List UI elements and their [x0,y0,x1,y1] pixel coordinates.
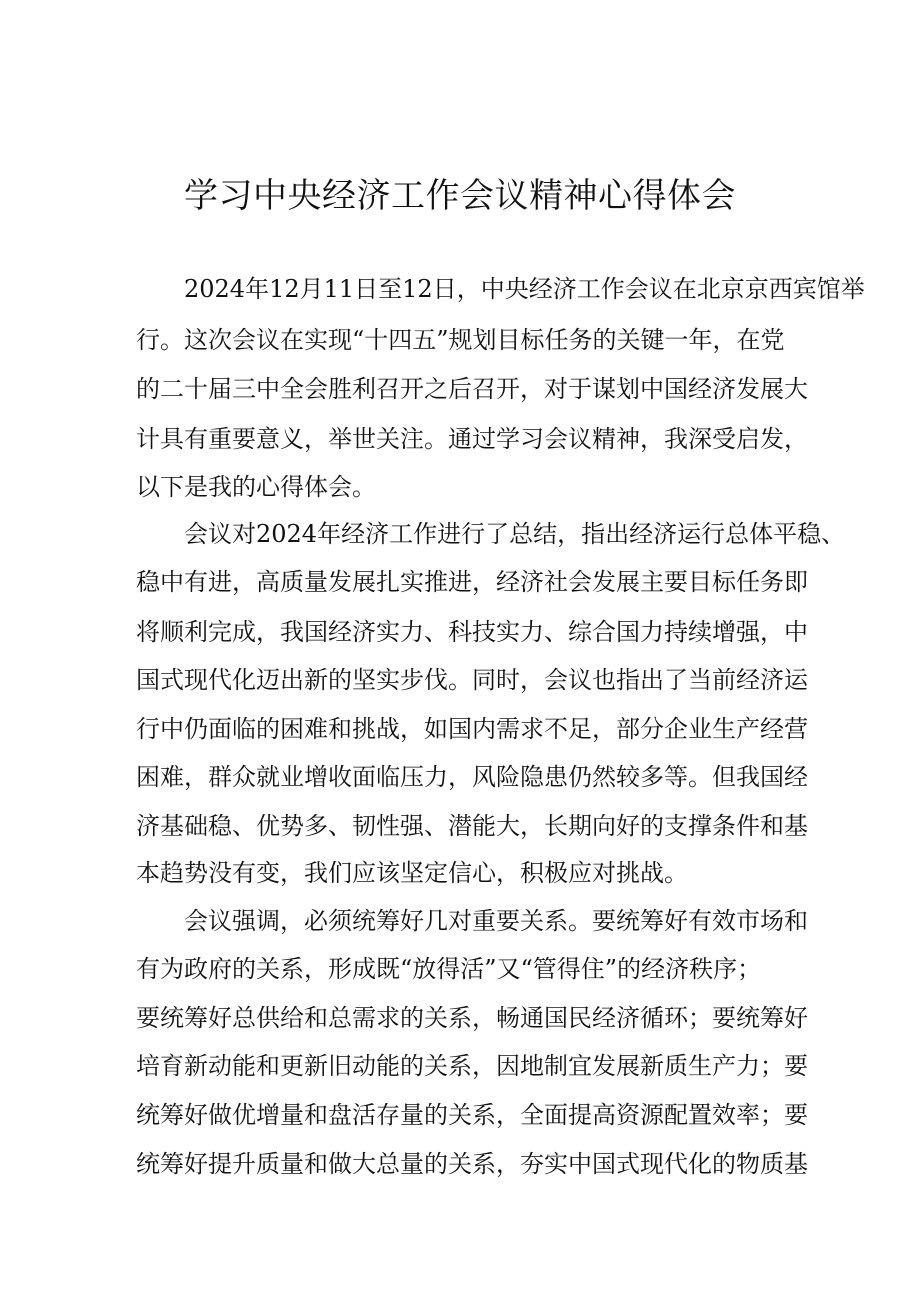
paragraph-1-line-3: 的二十届三中全会胜利召开之后召开，对于谋划中国经济发展大 [136,375,808,403]
paragraph-2-line-3: 将顺利完成，我国经济实力、科技实力、综合国力持续增强，中 [136,618,808,646]
paragraph-2-line-6: 困难，群众就业增收面临压力，风险隐患仍然较多等。但我国经 [136,763,808,791]
paragraph-2-line-5: 行中仍面临的困难和挑战，如国内需求不足，部分企业生产经营 [136,715,808,743]
document-title: 学习中央经济工作会议精神心得体会 [184,176,736,216]
paragraph-2-line-1: 会议对2024年经济工作进行了总结，指出经济运行总体平稳、 [184,520,846,548]
paragraph-1-line-5: 以下是我的心得体会。 [136,473,376,501]
paragraph-1-line-4: 计具有重要意义，举世关注。通过学习会议精神，我深受启发， [136,425,808,453]
paragraph-3-line-5: 统筹好做优增量和盘活存量的关系，全面提高资源配置效率；要 [136,1101,808,1129]
paragraph-2-line-4: 国式现代化迈出新的坚实步伐。同时，会议也指出了当前经济运 [136,666,808,694]
paragraph-3-line-3: 要统筹好总供给和总需求的关系，畅通国民经济循环；要统筹好 [136,1004,808,1032]
paragraph-2-line-2: 稳中有进，高质量发展扎实推进，经济社会发展主要目标任务即 [136,568,808,596]
paragraph-3-line-4: 培育新动能和更新旧动能的关系，因地制宜发展新质生产力；要 [136,1052,808,1080]
paragraph-1-line-1: 2024年12月11日至12日，中央经济工作会议在北京京西宾馆举 [184,275,865,303]
paragraph-3-line-6: 统筹好提升质量和做大总量的关系，夯实中国式现代化的物质基 [136,1150,808,1178]
paragraph-2-line-7: 济基础稳、优势多、韧性强、潜能大，长期向好的支撑条件和基 [136,812,808,840]
paragraph-3-line-2: 有为政府的关系，形成既“放得活”又“管得住”的经济秩序； [136,955,762,983]
paragraph-3-line-1: 会议强调，必须统筹好几对重要关系。要统筹好有效市场和 [184,907,808,935]
paragraph-2-line-8: 本趋势没有变，我们应该坚定信心，积极应对挑战。 [136,859,688,887]
paragraph-1-line-2: 行。这次会议在实现“十四五”规划目标任务的关键一年，在党 [136,326,785,354]
